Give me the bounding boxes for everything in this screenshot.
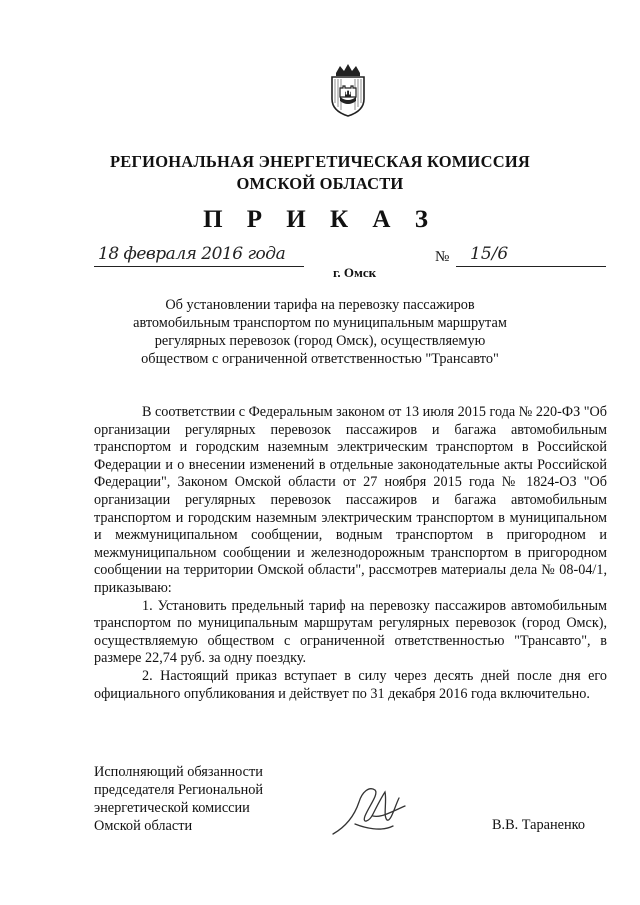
signatory-position-line3: энергетической комиссии — [94, 800, 250, 816]
signatory-position-line2: председателя Региональной — [94, 782, 264, 798]
body-paragraph-item-2: 2. Настоящий приказ вступает в силу через десять дней после дня его официального опубликования и действует по 31 декабря 2016 года включительно. — [94, 667, 607, 702]
organization-name-line2: ОМСКОЙ ОБЛАСТИ — [236, 174, 404, 193]
omsk-coat-of-arms-icon — [326, 63, 370, 117]
signatory-position — [94, 763, 263, 835]
signatory-name: В.В. Тараненко — [492, 817, 586, 833]
body-paragraph-item-1: 1. Установить предельный тариф на перевозку пассажиров автомобильным транспортом по муниципальным маршрутам регулярных перевозок (город Омск), осуществляемую обществом с ограниченной ответственностью "Трансавто", в размере 22,74 руб. за одну поездку. — [94, 597, 607, 667]
document-type-title: П Р И К А З — [203, 206, 437, 233]
handwritten-signature — [325, 776, 415, 841]
city-label: г. Омск — [333, 265, 377, 280]
svg-text:П: П — [345, 88, 351, 97]
signatory-position-line1: Исполняющий обязанности — [94, 764, 263, 780]
signatory-position-line4: Омской области — [94, 818, 193, 834]
number-label: № — [435, 249, 450, 265]
organization-name-line1: РЕГИОНАЛЬНАЯ ЭНЕРГЕТИЧЕСКАЯ КОМИССИЯ — [110, 152, 530, 171]
document-number: 15/6 — [470, 244, 509, 264]
body-paragraph-preamble: В соответствии с Федеральным законом от 13 июля 2015 года № 220-ФЗ "Об организации регулярных перевозок пассажиров и багажа автомобильным транспортом и городским наземным электрическим транспортом в Российской Федерации и о внесении изменений в отдельные законодательные акты Российской Федерации", Законом Омской области от 27 ноября 2015 года № 1824-ОЗ "Об организации регулярных перевозок пассажиров и багажа автомобильным транспортом и городским наземным электрическим транспортом в муниципальном и межмуниципальном сообщении, водным транспортом в пригородном и межмуниципальном сообщении и железнодорожным транспортом в пригородном сообщении на территории Омской области", рассмотрев материалы дела № 08-04/1, приказываю: — [94, 404, 607, 596]
document-subject: Об установлении тарифа на перевозку пассажиров автомобильным транспортом по муниципальным маршрутам регулярных перевозок (город Омск), осуществляемую обществом с ограниченной ответственностью "Трансавто" — [133, 297, 507, 367]
number-underline — [456, 266, 606, 267]
document-body — [94, 404, 607, 703]
document-date: 18 февраля 2016 года — [98, 244, 286, 264]
date-underline — [94, 266, 304, 267]
